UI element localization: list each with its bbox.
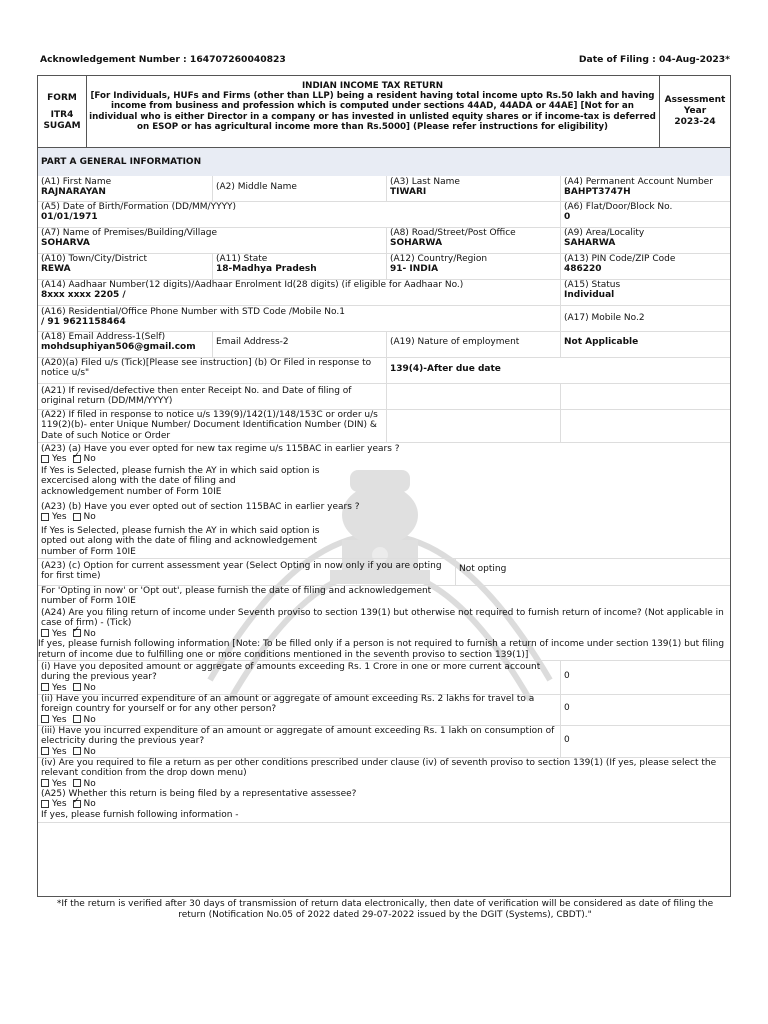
form-header xyxy=(37,75,731,148)
footnote: *If the return is verified after 30 days of transmission of return data electronically, then date of verification will be considered as date of filing the return (Notification No.05 of 2022 dated 29-07-2022 issued by the DGIT (Systems), CBDT)." xyxy=(56,899,714,920)
general-information-table xyxy=(37,176,731,897)
middle-name-label: (A2) Middle Name xyxy=(216,182,297,192)
yes-label: Yes xyxy=(52,799,67,810)
phone-value: / 91 9621158464 xyxy=(41,317,126,328)
phone-label: (A16) Residential/Office Phone Number with STD Code /Mobile No.1 xyxy=(41,307,345,317)
row-aadhaar xyxy=(38,279,730,306)
pan-label: (A4) Permanent Account Number xyxy=(564,177,713,187)
area-value: SAHARWA xyxy=(564,238,616,249)
town-label: (A10) Town/City/District xyxy=(41,254,148,264)
row-a24-ii xyxy=(38,693,730,726)
form-title: INDIAN INCOME TAX RETURN xyxy=(301,81,444,91)
form-id-cell xyxy=(38,76,87,147)
status-value: Individual xyxy=(564,290,615,301)
opt-out-yes-checkbox[interactable] xyxy=(41,513,49,521)
flat-label: (A6) Flat/Door/Block No. xyxy=(564,202,673,212)
premises-label: (A7) Name of Premises/Building/Village xyxy=(41,228,218,238)
country-value: 91- INDIA xyxy=(390,264,439,275)
state-label: (A11) State xyxy=(216,254,268,264)
seventh-proviso-question: (A24) Are you filing return of income under Seventh proviso to section 139(1) but otherwise not required to furnish return of income? (Not applicable in case of firm) - (Tick) xyxy=(41,608,724,629)
row-premises xyxy=(38,227,730,254)
assessment-year-cell xyxy=(660,76,730,147)
date-of-filing: Date of Filing : 04-Aug-2023* xyxy=(578,54,730,65)
no-label: No xyxy=(83,746,96,757)
new-regime-yes-checkbox[interactable] xyxy=(41,455,49,463)
seventh-proviso-yes-checkbox[interactable] xyxy=(41,629,49,637)
no-label: No xyxy=(83,682,96,693)
aadhaar-value: 8xxx xxxx 2205 / xyxy=(41,290,126,301)
section-title: PART A GENERAL INFORMATION xyxy=(37,148,731,176)
filed-us-label: (A20)(a) Filed u/s (Tick)[Please see instruction] (b) Or Filed in response to notice u/s" xyxy=(41,358,372,379)
deposit-amount: 0 xyxy=(564,671,570,681)
a23a-block xyxy=(38,444,730,465)
ay-value: 2023-24 xyxy=(674,117,716,127)
pan-value: BAHPT3747H xyxy=(564,187,631,198)
representative-follow: If yes, please furnish following information - xyxy=(41,810,239,820)
form-variant: SUGAM xyxy=(43,121,81,131)
new-regime-no-checkbox[interactable] xyxy=(73,455,81,463)
electricity-no-checkbox[interactable] xyxy=(73,747,81,755)
no-label: No xyxy=(83,512,96,523)
deposit-no-checkbox[interactable] xyxy=(73,683,81,691)
row-revised xyxy=(38,383,730,410)
last-name-value: TIWARI xyxy=(390,187,427,198)
notice-label: (A22) If filed in response to notice u/s 139(9)/142(1)/148/153C or order u/s 119(2)(b)- enter Unique Number/ Document Identification Number (DIN) & Date of such Notice or Order xyxy=(41,410,378,441)
form-label: FORM xyxy=(47,93,77,103)
flat-value: 0 xyxy=(564,212,571,223)
a23b-block xyxy=(38,502,730,523)
opt-out-no-checkbox[interactable] xyxy=(73,513,81,521)
first-name-label: (A1) First Name xyxy=(41,177,112,187)
yes-label: Yes xyxy=(52,512,67,523)
deposit-yes-checkbox[interactable] xyxy=(41,683,49,691)
a24-iv-block xyxy=(38,758,730,789)
a23b-follow: If Yes is Selected, please furnish the AY in which said option is opted out along with the date of filing and acknowledgement number of Form 10IE xyxy=(41,526,320,557)
representative-yes-checkbox[interactable] xyxy=(41,800,49,808)
area-label: (A9) Area/Locality xyxy=(564,228,645,238)
premises-value: SOHARVA xyxy=(41,238,90,249)
electricity-amount: 0 xyxy=(564,735,570,745)
row-email xyxy=(38,331,730,358)
other-conditions-no-checkbox[interactable] xyxy=(73,779,81,787)
row-town xyxy=(38,253,730,280)
row-notice xyxy=(38,409,730,443)
deposit-question: (i) Have you deposited amount or aggregate of amounts exceeding Rs. 1 Crore in one or more current account during the previous year? xyxy=(41,662,541,683)
yes-label: Yes xyxy=(52,778,67,789)
a23a-follow: If Yes is Selected, please furnish the AY in which said option is excercised along with the date of filing and acknowledgement number of Form 10IE xyxy=(41,466,320,497)
row-filed-us xyxy=(38,357,730,384)
acknowledgement-number: Acknowledgement Number : 164707260040823 xyxy=(40,54,286,65)
travel-no-checkbox[interactable] xyxy=(73,715,81,723)
form-description: [For Individuals, HUFs and Firms (other than LLP) being a resident having total income upto Rs.50 lakh and having income from business and profession which is computed under sections 44AD, 44ADA or 44AE] [Not for an individual who is either Director in a company or has invested in unlisted equity shares or if income-tax is deferred on ESOP or has agricultural income more than Rs.5000] (Please refer instructions for eligibility) xyxy=(89,91,656,132)
representative-no-checkbox[interactable] xyxy=(73,800,81,808)
yes-label: Yes xyxy=(52,746,67,757)
yes-label: Yes xyxy=(52,454,67,465)
pin-label: (A13) PIN Code/ZIP Code xyxy=(564,254,676,264)
seventh-proviso-note: If yes, please furnish following information [Note: To be filled only if a person is not required to furnish a return of income under section 139(1) but filing return of income due to fulfilling one or more conditions mentioned in the seventh proviso to section 139(1)] xyxy=(38,639,725,660)
a24-block xyxy=(38,608,730,660)
aadhaar-label: (A14) Aadhaar Number(12 digits)/Aadhaar Enrolment Id(28 digits) (if eligible for Aadhaar No.) xyxy=(41,280,464,290)
row-a24-i xyxy=(38,660,730,695)
ay-label-2: Year xyxy=(683,106,707,116)
revised-label: (A21) If revised/defective then enter Receipt No. and Date of filing of original return (DD/MM/YYYY) xyxy=(41,386,352,407)
road-value: SOHARWA xyxy=(390,238,443,249)
employment-label: (A19) Nature of employment xyxy=(390,337,520,347)
email2-label: Email Address-2 xyxy=(216,337,289,347)
employment-value: Not Applicable xyxy=(564,337,639,347)
row-phone xyxy=(38,305,730,332)
road-label: (A8) Road/Street/Post Office xyxy=(390,228,516,238)
row-names xyxy=(38,176,730,202)
no-label: No xyxy=(83,454,96,465)
new-regime-question: (A23) (a) Have you ever opted for new tax regime u/s 115BAC in earlier years ? xyxy=(41,444,400,454)
other-conditions-question: (iv) Are you required to file a return as per other conditions prescribed under clause (iv) of seventh proviso to section 139(1) (If yes, please select the relevant condition from the drop down menu) xyxy=(41,758,717,779)
country-label: (A12) Country/Region xyxy=(390,254,488,264)
row-a24-iii xyxy=(38,725,730,758)
form-title-cell xyxy=(86,76,660,152)
yes-label: Yes xyxy=(52,682,67,693)
row-representative-follow xyxy=(38,810,730,823)
no-label: No xyxy=(83,778,96,789)
dob-label: (A5) Date of Birth/Formation (DD/MM/YYYY) xyxy=(41,202,237,212)
no-label: No xyxy=(83,714,96,725)
a23c-follow: For 'Opting in now' or 'Opt out', please furnish the date of filing and acknowledgement number of Form 10IE xyxy=(41,586,432,607)
yes-label: Yes xyxy=(52,628,67,639)
opt-out-question: (A23) (b) Have you ever opted out of section 115BAC in earlier years ? xyxy=(41,502,360,512)
pin-value: 486220 xyxy=(564,264,602,275)
electricity-question: (iii) Have you incurred expenditure of an amount or aggregate of amount exceeding Rs. 1 lakh on consumption of electricity during the previous year? xyxy=(41,726,555,747)
mobile2-label: (A17) Mobile No.2 xyxy=(564,313,645,323)
first-name-value: RAJNARAYAN xyxy=(41,187,106,198)
ay-label: Assessment xyxy=(664,95,726,105)
status-label: (A15) Status xyxy=(564,280,621,290)
electricity-yes-checkbox[interactable] xyxy=(41,747,49,755)
row-dob xyxy=(38,201,730,228)
email1-value: mohdsuphiyan506@gmail.com xyxy=(41,342,196,353)
state-value: 18-Madhya Pradesh xyxy=(216,264,317,275)
dob-value: 01/01/1971 xyxy=(41,212,98,223)
form-name: ITR4 xyxy=(50,110,74,120)
top-bar xyxy=(40,54,730,68)
representative-question: (A25) Whether this return is being filed by a representative assessee? xyxy=(41,789,357,799)
a25-block xyxy=(38,789,730,810)
current-option-value: Not opting xyxy=(459,564,507,574)
last-name-label: (A3) Last Name xyxy=(390,177,460,187)
seventh-proviso-no-checkbox[interactable] xyxy=(73,629,81,637)
no-label: No xyxy=(83,799,96,810)
other-conditions-yes-checkbox[interactable] xyxy=(41,779,49,787)
yes-label: Yes xyxy=(52,714,67,725)
row-current-option xyxy=(38,558,730,586)
filed-us-value: 139(4)-After due date xyxy=(390,364,501,374)
no-label: No xyxy=(83,628,96,639)
town-value: REWA xyxy=(41,264,71,275)
travel-yes-checkbox[interactable] xyxy=(41,715,49,723)
current-option-label: (A23) (c) Option for current assessment year (Select Opting in now only if you are opting for first time) xyxy=(41,561,442,582)
travel-question: (ii) Have you incurred expenditure of an amount or aggregate of amount exceeding Rs. 2 lakhs for travel to a foreign country for yourself or for any other person? xyxy=(41,694,535,715)
travel-amount: 0 xyxy=(564,703,570,713)
email1-label: (A18) Email Address-1(Self) xyxy=(41,332,166,342)
